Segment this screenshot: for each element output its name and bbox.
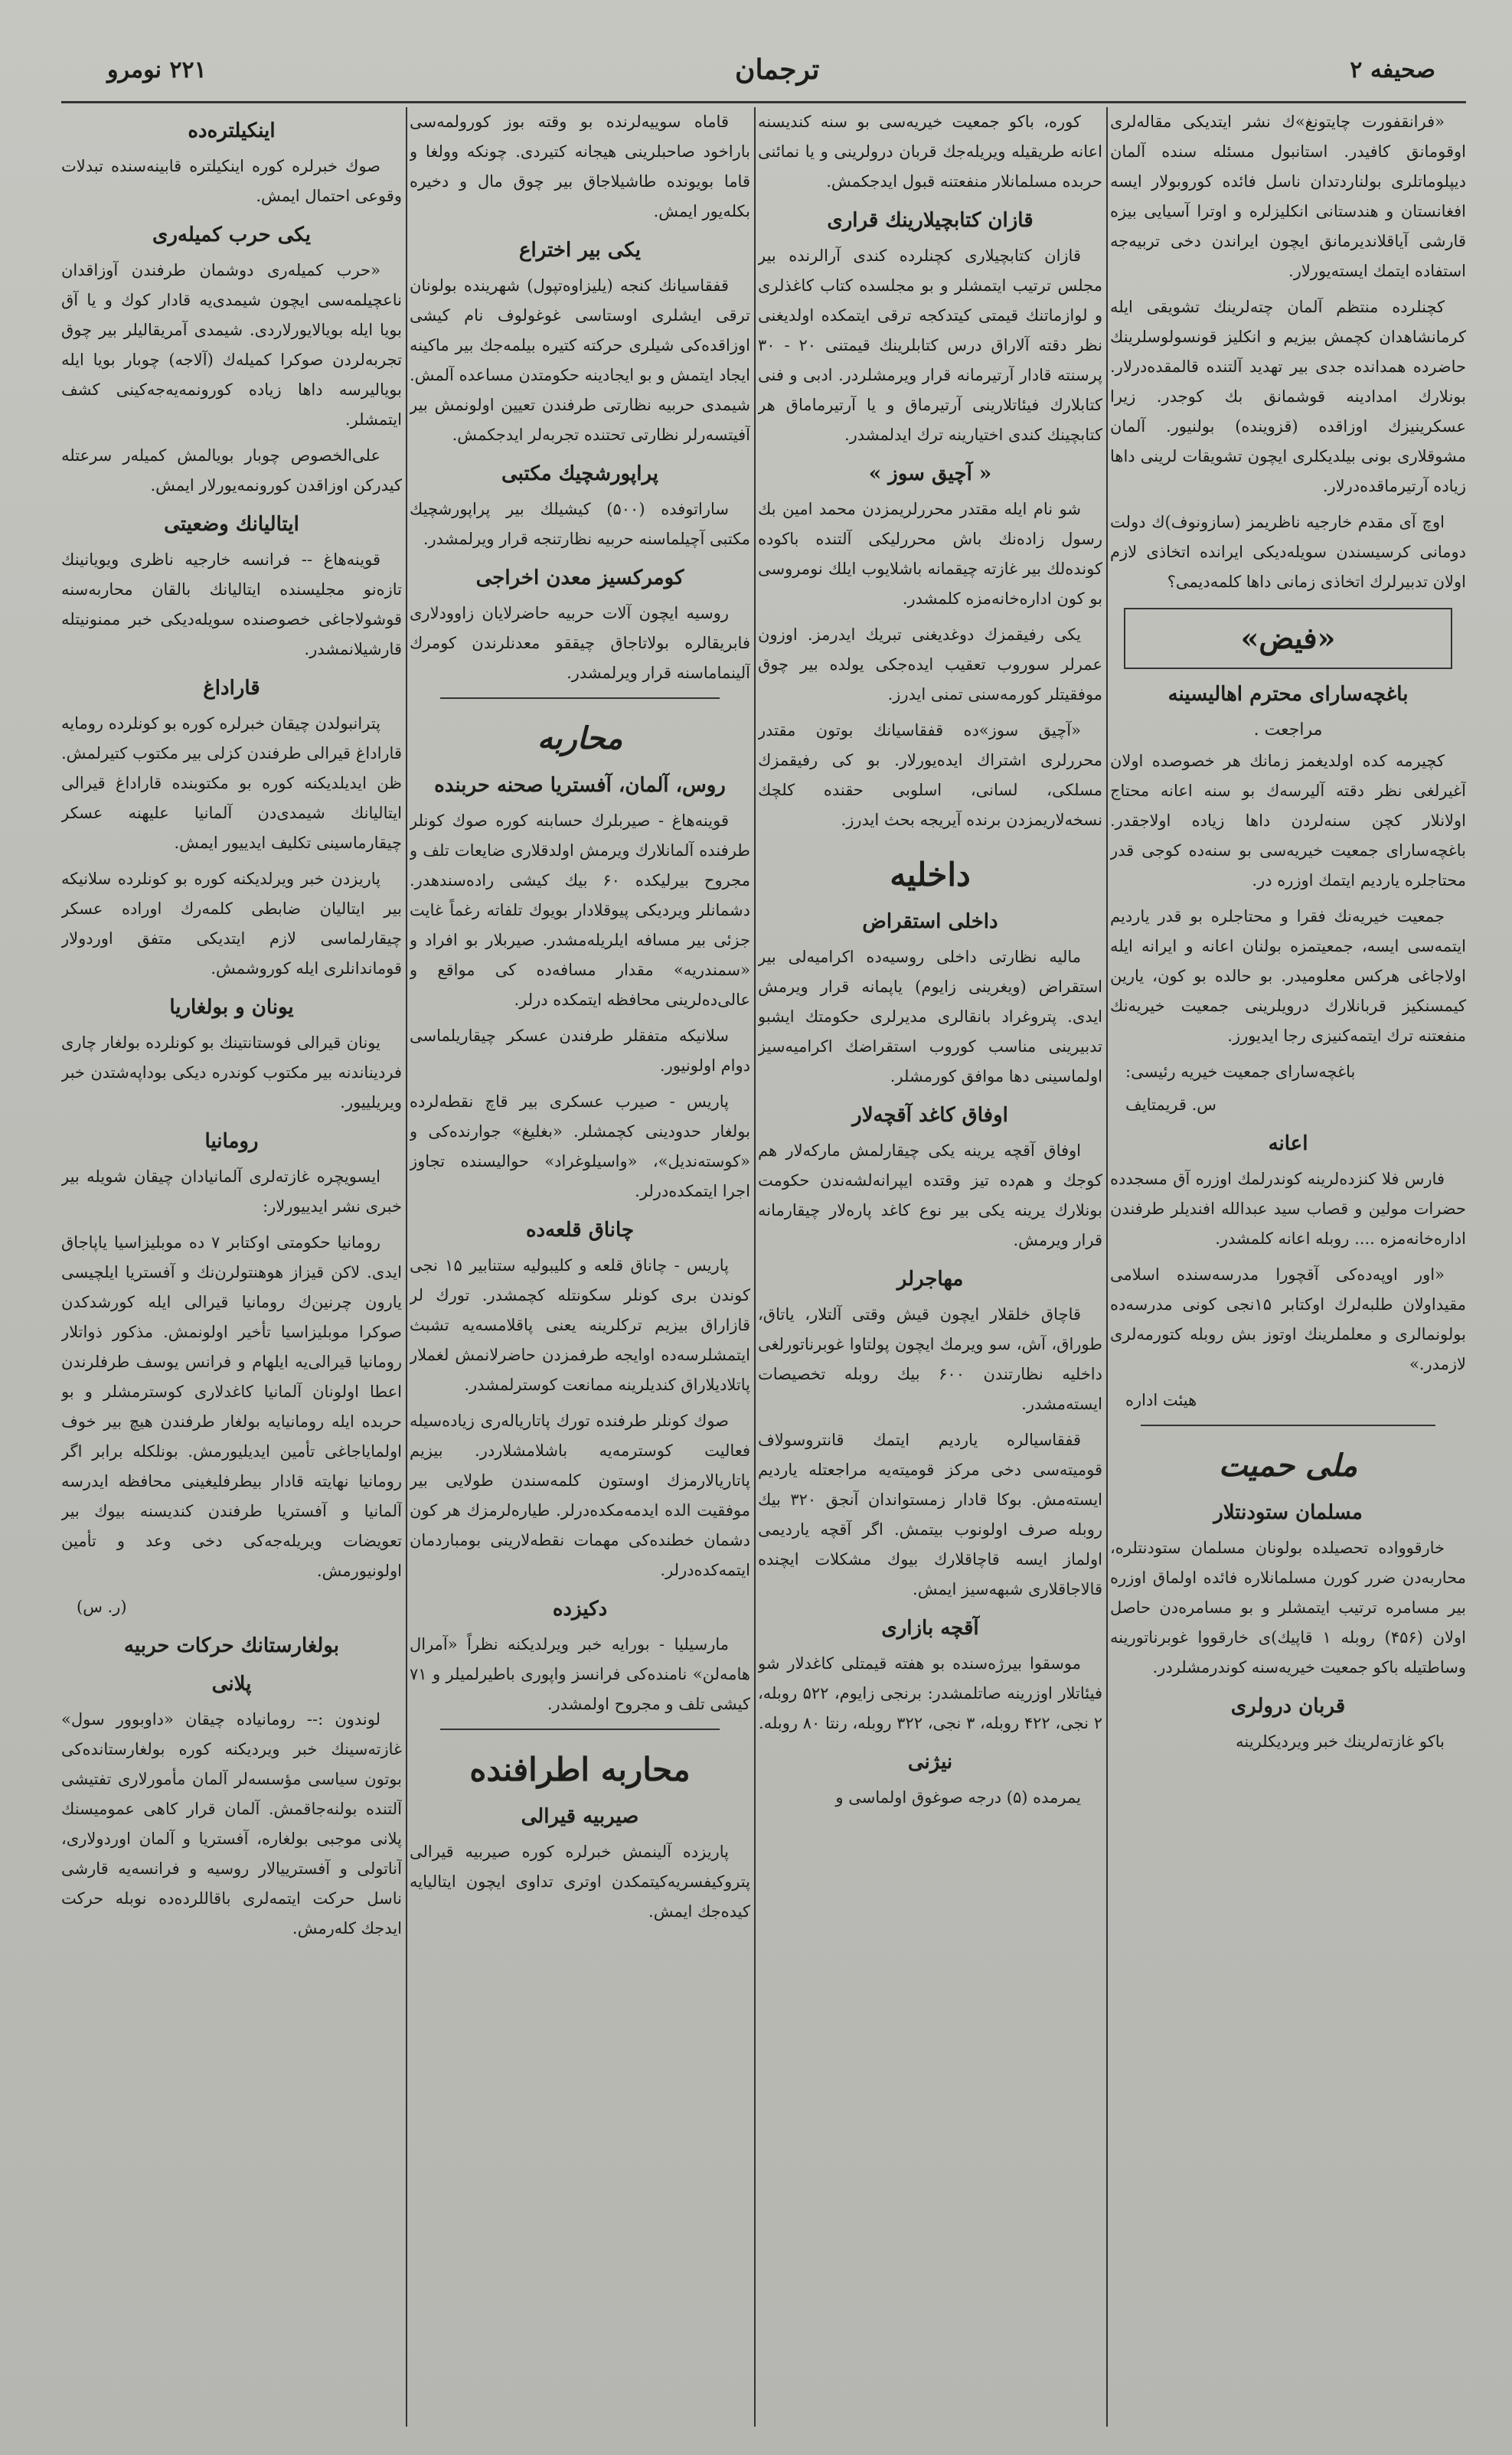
column-1 — [1110, 107, 1466, 2427]
column-4 — [61, 107, 402, 2427]
article-paragraph: یمرمده (۵) درجه صوغوق اولماسی و — [835, 1788, 1081, 1807]
article-paragraph: قازان كتابچیلاری كچنلرده كندی آرالرنده بیر مجلس ترتیب ایتمشلر و بو مجلسده كتاب كاغذلری و لوازماتنك قیمتی كیتدكجه ترقی ایتمكده اولدیغنی نظر دقته آلاراق درس كتابلرینك قیمتنی ۲۰ - ۳۰ پرسنته قادار آرتیرمانه قرار ویرمشلردر. ادبی و فنی كتابلارك فیئاتلارینی آرتیرماق و یا آرتیرماماق هر كتابچینك كندی اختیارینه ترك ایدلمشدر. — [758, 246, 1102, 444]
article-paragraph: ساراتوفده (۵۰۰) كیشیلك بیر پراپورشچیك مكتبی آچیلماسنه حربیه نظارتنجه قرار ویرلمشدر. — [410, 500, 750, 548]
article-paragraph: صوك كونلر طرفنده تورك پاتارياله‌ری زیاده‌سیله فعالیت كوسترمه‌یه باشلامشلاردر. بیزیم پاتاریالارمزك اوستون كلمه‌سندن طولایی بیر موفقیت الده ایدمه‌مكده‌درلر. طیاره‌لرمزك هر كون دشمان خطنده‌كی مهمات نقطه‌لارینی بومباردمان ایتمه‌كده‌درلر. — [410, 1412, 750, 1579]
section-heading: قربان درولری — [1230, 1695, 1346, 1718]
article-paragraph: یونان قیرالی فوستانتینك بو كونلرده بولغار چاری فردیناند‌نه بیر مكتوب كوندره دیكی بوداپه‌شتدن خبر ویریلییور. — [61, 1033, 402, 1112]
column-rule — [754, 107, 756, 2427]
article-paragraph: لوندون :-- رومانیاده چیقان «داوبوور سول» غازته‌سینك خبر ویردیكنه كوره بولغارستانده‌كی بوتون سیاسی مؤسسه‌لر آلمان مأمورلاری تفتیشی آلتنده بولنه‌جاقمش. آلمان قرار كاهی عمومیسنك پلانی موجبی بولغاره، آفستریا و آلمان اوردولاری، آناتولی و آفسترییالار روسیه و فرانسه‌یه قارشی ناسل حركت ایتمه‌لری باقاللرده‌ده نوبله حركت ایدجك كله‌رمش. — [61, 1710, 402, 1938]
article-paragraph: كچنلرده منتظم آلمان چته‌لرینك تشویقی ایله كرمانشاهدان كچمش بیزیم و انكلیز قونسولوسلرینك حاضرده همدانده جدی بیر تهدید آلتنده قالمقده‌درلار. بونلارك امدادینه قوشمانق بك كوجدر. زیرا عسكرینیزك اوزاقده (قزوینده) بولنیور. آلمان مشوقلاری بونی بیلدیكلری ایچون تشویقات لرینی داها زیاده آرتیرماقده‌درلار. — [1110, 298, 1466, 495]
section-heading: اعانه — [1268, 1132, 1308, 1155]
section-heading: یكی حرب كمیله‌ری — [152, 224, 311, 246]
section-heading: ایتالیانك وضعیتی — [164, 513, 299, 536]
section-heading: اینكیلتره‌ده — [188, 119, 276, 142]
article-paragraph: كوره، باكو جمعیت خیریه‌سی بو سنه كندیسنه اعانه طریقیله ویریله‌جك قربان درولرینی و یا نمائنی حربده مسلمانلار منفعتنه قبول ایدجكمش. — [758, 113, 1102, 191]
section-heading: روس، آلمان، آفستریا صحنه حربنده — [434, 774, 726, 797]
article-paragraph: ایسویچره غازته‌لری آلمانیادان چیقان شویله بیر خبری نشر ایدییورلار: — [61, 1167, 402, 1216]
article-paragraph: رومانیا حكومتی اوكتابر ۷ ده موبلیزاسیا یاپاجاق ایدی. لاكن قیزاز هوهنتولرن‌نك و آفستریا ایلچیسی یارون چرنین‌ك رومانیا قیرالی ایله كورشدكدن صوكرا موبلیزاسیا تأخیر اولونمش. مذكور ذواتلار رومانیا قیرالی‌یه ایلهام و فرانس یوسف طرفلرندن اعطا اولونان آلمانیا كاغدلاری كوسترمشلر و بو حربده ایله رومانیایه بولغار طرفندن هیچ بیر خوف اولمایاجاغی تأمین ایدیلیورمش. بونلكله برابر اگر رومانیا نهایته قادار بیطرفلیغینی محافظه ایدرسه آلمانیا و آفستریا طرفندن كندیسنه بیوك بیر تعویضات ویریله‌جه‌كی دخی وعد و تأمین اولونیورمش. — [61, 1233, 402, 1580]
article-paragraph: قاچاق خلقلار ایچون قیش وقتی آلتلار، یاتاق، طوراق، آش، سو ویرمك ایچون پولتاوا غوبرناتورلغی داخلیه نظارتندن ۶۰۰ بیك روبله تخصیصات ایسته‌مشدر. — [758, 1305, 1102, 1413]
section-heading-decorative: ملی حمیت — [1218, 1448, 1358, 1484]
article-paragraph: سلانیكه متفقلر طرفندن عسكر چیقاریلماسی دوام اولونیور. — [410, 1027, 750, 1075]
article-paragraph: خارقوواده تحصیلده بولونان مسلمان ستودنتلره، محاربه‌دن ضرر كورن مسلمانلاره فائده اولماق اوزره بیر مسامره ترتیب ایتمشلر و بو مسامره‌دن حاصل اولان (۴۵۶) روبله ۱ قاپیك)ی خارقووا غوبرناتورینه وساطتیله باكو جمعیت خیریه‌سنه كوندرمشلردر. — [1110, 1539, 1466, 1676]
notice-box-title: «فیض» — [1124, 608, 1452, 669]
article-paragraph: قفقاسیانك كنجه (یلیزاوه‌تپول) شهرینده بولونان ترقی ایشلری اوستاسی غوغولوف نام كیشی اوزاقده‌كی شیلری حركته كتیره بیلمه‌جك بیر ماكینه ایجاد ایتمش و بو ایجادینه حكومتدن مساعده آلمش. شیمدی حربیه نظارتی طرفندن تعیین اولونمش بیر آفیتسه‌رلر نظارتی تحتنده تجربه‌لر ایدجكمش. — [410, 276, 750, 444]
article-paragraph: قفقاسیالره یاردیم ایتمك قانتروسولاف قومیته‌سی دخی مركز قومیته‌یه مراجعتله یاردیم ایسته‌مش. بوكا قادار زمستواندان آنجق ۳۲۰ بیك روبله صرف اولونوب بیتمش. اگر آقچه یاردیمی اولماز ایسه قاچاقلارك بیوك مشكلات ایچنده قالاجاقلاری شبهه‌سیز ایمش. — [758, 1431, 1102, 1598]
article-paragraph: شو نام ایله مقتدر محرر‌لریمزدن محمد امین بك رسول زاده‌نك باش محررلیكی آلتنده باكوده كونده‌لك بیر غازته چیقمانه باشلایوب ایلك نومروسی بو كون اداره‌خانه‌مزه كلمشدر. — [758, 500, 1102, 608]
section-heading: نیژنی — [907, 1751, 953, 1774]
section-heading: قازان كتابچیلارینك قراری — [827, 209, 1034, 232]
signature-line: (ر. س) — [77, 1598, 127, 1616]
section-heading: « آچیق سوز » — [868, 462, 992, 485]
section-heading: یونان و بولغاریا — [169, 996, 294, 1019]
column-rule — [406, 107, 407, 2427]
article-paragraph: یكی رفیقمزك دوغدیغنی تبریك ایدرمز. اوزون عمرلر سوروب تعقیب ایده‌جكی یولده بیر چوق موفقیتلر كورمه‌سنی تمنی ایدرز. — [758, 625, 1102, 704]
article-paragraph: فارس فلا كنزده‌لرینه كوندرلمك اوزره آق مسجدده حضرات مولین و قصاب سید عبدالله افندیلر طرفندن اداره‌خانه‌مزه .... روبله اعانه كلمشدر. — [1110, 1170, 1466, 1248]
article-paragraph: «آچیق سوز»ده قفقاسیانك بوتون مقتدر محررلری اشتراك ایده‌یورلار. بو كی رفیقمزك مسلكی، لسانی، اسلوبی حقنده كلچك نسخه‌لاریمزدن برنده آیریجه بحث ایدرز. — [758, 721, 1102, 829]
article-paragraph: پاریزدن خبر ویرلدیكنه كوره بو كونلرده سلانیكه بیر ایتالیان ضابطی كلمه‌رك اوراده عسكر چیقارلماسی لازم ایتدیكی متفق اوردولار قوماندانلری ایله كوروشمش. — [61, 870, 402, 978]
divider — [440, 697, 720, 699]
section-heading: بولغارستانك حركات حربیه — [123, 1634, 340, 1657]
article-paragraph: مارسیلیا - بورایه خبر ویرلدیكنه نظراً «آمرال هامه‌لن» نامنده‌كی فرانسز واپوری باطیرلمیلر و ۷۱ كیشی تلف و مجروح اولمشدر. — [410, 1635, 750, 1713]
article-paragraph: اوچ آی مقدم خارجیه ناظریمز (سازونوف)ك دولت دومانی كرسیسندن سویله‌دیكی ایرانده اتخاذی لازم اولان تدبیرلرك اتخاذی زمانی داها كلمه‌دیمی؟ — [1110, 513, 1466, 591]
notice-heading: باغچه‌سارای محترم اهالیسینه — [1167, 683, 1409, 706]
section-heading: مهاجرلر — [896, 1268, 964, 1291]
section-heading: اوفاق كاغد آقچه‌لار — [852, 1104, 1008, 1127]
section-heading: داخلی استقراض — [862, 910, 998, 933]
article-paragraph: جمعیت خیریه‌نك فقرا و محتاجلره بو قدر یاردیم ایتمه‌سی ایسه، جمعیتمزه بولنان اعانه و ایرانه ایله اولاجاغی هركس معلومیدر. بو حالده بو كون، یارین كیمسنكیز قربانلارك درویلرینی جمعیت خیریه‌نك منفعتنه ترك ایتمه‌كنیزی رجا ایدیورز. — [1110, 907, 1466, 1045]
section-heading: آقچه بازاری — [881, 1617, 979, 1640]
section-subheading: مسلمان ستودنتلار — [1213, 1501, 1363, 1524]
signature-name: س. قریمتایف — [1125, 1095, 1216, 1114]
article-paragraph: اوفاق آقچه یرینه یكی چیقارلمش ماركه‌لار هم كوجك و هم‌ده تیز وقتده ایپرانه‌لشه‌ندن حكومت بونلارك یرینه یكی بیر نوع كاغد پاره‌لار چیقارمانه قرار ویرمش. — [758, 1141, 1102, 1249]
section-heading: چاناق قلعه‌ده — [525, 1219, 635, 1242]
article-paragraph: صوك خبرلره كوره اینكیلتره قابینه‌سنده تبدلات وقوعی احتمال ایمش. — [61, 157, 402, 205]
section-heading: كومركسیز معدن اخراجی — [475, 566, 684, 589]
article-paragraph: قوینه‌هاغ -- فرانسه خارجیه ناظری ویویانینك تازه‌نو مجلیسنده ایتالیانك بالقان محاربه‌سنه قوشولاجاغی خصوصنده سویله‌دیكی خبر ممنونیتله قارشیلانمشدر. — [61, 550, 402, 658]
signature-line: باغچه‌سارای جمعیت خیریه رئیسی: — [1125, 1063, 1356, 1081]
article-paragraph: «حرب كمیله‌ری دوشمان طرفندن آوزاقدان ناعچیلمه‌سی ایچون شیمدی‌یه قادار كوك و یا آق بویا ایله بویالایورلاردی. شیمدی آمریقالیلر بیر چوق تجربه‌لردن صوكرا كمیله‌ك (آلاجه) چوبار بویا ایله بویالیرسه داها زیاده كورونمه‌یه‌جه‌كینی كشف ایتمشلر. — [61, 261, 402, 429]
column-2 — [758, 107, 1102, 2427]
masthead — [61, 47, 1466, 103]
article-paragraph: پاریزده آلینمش خبرلره كوره صیربیه قیرالی پتروكیفسریه‌كیتمكدن اوتری تداوی ایچون ایتالیایه كیده‌جك ایمش. — [410, 1843, 750, 1921]
section-subheading: پلانی — [211, 1673, 252, 1696]
article-paragraph: پاریس - چاناق قلعه و كلیبولیه ستنابیر ۱۵ نجی كوندن بری كونلر سكونتله كچمشدر. تورك لر قازاراق بیزیم تركلرینه یعنی پاقلامسه‌یه تشبث ایتمشلرسه‌ده اوایجه طرفمزدن حاضرلانمش لغملار پاتلادیلاراق كندیلرینه ممانعت كوسترلمشدر. — [410, 1256, 750, 1394]
article-paragraph: روسیه ایچون آلات حربیه حاضرلایان زاوودلاری فابریقالره بولاتاجاق چیققو معدنلرندن كومرك آلینماماسنه قرار ویرلمشدر. — [410, 604, 750, 682]
column-rule — [1106, 107, 1108, 2427]
column-3 — [410, 107, 750, 2427]
page-number: صحیفه ۲ — [1350, 57, 1435, 83]
section-heading-large: محاربه اطرافنده — [469, 1751, 691, 1788]
article-paragraph: كچیرمه كده اولدیغمز زمانك هر خصوصده اولان آغیرلغی نظر دقته آلیرسه‌ك بو سنه اعانه محتاج اولانلار كچن سنه‌لردن داها زیاده اولاجقدر. باغچه‌سارای جمعیت خیریه‌سی بو سنه‌ده كوجی قدر محتاجلره یاردیم ایتمك اوزره در. — [1110, 752, 1466, 890]
section-heading: قاراداغ — [203, 677, 260, 700]
article-paragraph: علی‌الخصوص چوبار بویالمش كمیله‌ر سرعتله كیدركن اوزاقدن كورونمه‌یورلار ایمش. — [61, 446, 402, 495]
article-paragraph: قاماه سوییه‌لرنده بو وقته بوز كورولمه‌سی بارا‌خود صاحبلرینی هیجانه كتیردی. چونكه وولغا و قاما بویونده طاشیلاجاق بیر چوق مال و دخیره بكله‌یور ایمش. — [410, 113, 750, 220]
signature-line: هیئت اداره — [1125, 1391, 1197, 1409]
article-paragraph: قوینه‌هاغ - صیربلرك حسابنه كوره صوك كونلر طرفنده آلمانلارك ویرمش اولدقلاری ضایعات تلف و مجروح بیرلیكده ۶۰ بیك كیشی راده‌سندهدر. دشمانلر ویردیكی پیوقلادار بویوك تلفاته رغماً غایت جزئی بیر مسافه ایلریله‌مشدر. صیربلار بو افراد و «سمندریه» مقدار مسافه‌ده كی مواقع و عالی‌ده‌لرینی محافظه ایتمكده درلر. — [410, 811, 750, 1009]
section-heading: دكیزده — [552, 1598, 608, 1621]
section-heading: رومانیا — [204, 1130, 259, 1153]
article-paragraph: «فرانقفورت چایتونغ»ك نشر ایتدیكی مقاله‌لری اوقومانق كافیدر. استانبول مسئله سنده آلمان دیپلوماتلری بولناردتدان ناسل فائده كوروبولار ایسه افغانستان و هندستانی انكلیزلره و اوترا آسیایی بیزه قارشی آیاقلاندیرمانق ایچون ایراندن دخی تربیه‌جه استفاده ایتمك ایسته‌یورلار. — [1110, 113, 1466, 280]
section-heading: پراپورشچیك مكتبی — [501, 462, 659, 485]
article-paragraph: مالیه نظارتی داخلی روسیه‌ده اكرامیه‌لی بیر استقراض (ویغرینی زایوم) یاپمانه قرار ویرمش ایدی. پتروغراد بانقالری مدیرلری حكومتك ایشبو تدبیرینی مناسب كوروب استقراضك اكرامیه‌سیز اولماسینی دها موافق كورمشلر. — [758, 948, 1102, 1085]
article-paragraph: «اور اوپه‌ده‌کی آقچورا مدرسه‌سنده اسلامی مقیداولان طلبه‌لرك اوكتابر ۱۵نجی كونی مدرسه‌ده بولونمالری و معلملرینك اوتوز بش روبله كتورمه‌لری لازمدر.» — [1110, 1265, 1466, 1373]
section-heading-large: داخلیه — [890, 856, 971, 893]
article-paragraph: باكو غازته‌لرینك خبر ویردیكلرینه — [1236, 1732, 1445, 1751]
newspaper-title: ترجمان — [735, 54, 820, 86]
section-subheading: صیربیه قیرالی — [521, 1805, 639, 1828]
issue-number: ۲۲۱ نومرو — [107, 57, 207, 83]
section-heading-decorative: محاربه — [537, 720, 623, 756]
article-paragraph: موسقوا بیرژه‌سنده بو هفته قیمتلی كاغدلار شو فیئاتلار اوزرینه صاتلمشدر: برنجی زایوم، ۵۲۲ روبله، ۲ نجی، ۴۲۲ روبله، ۳ نجی، ۳۲۲ روبله، رنتا ۸۰ روبله. — [758, 1654, 1102, 1732]
divider — [440, 1729, 720, 1730]
article-paragraph: پاریس - صیرب عسكری بیر قاچ نقطه‌لرده بولغار حدودینی كچمشلر. «بغلیغ» جوارنده‌كی و «كوسته‌ندیل»، «واسیلوغراد» حوالیسنده تجاوز اجرا ایتمكده‌درلر. — [410, 1092, 750, 1200]
section-heading: یكی بیر اختراع — [518, 239, 642, 262]
article-paragraph: پترانبولدن چیقان خبرلره كوره بو كونلرده رومایه قاراداغ قیرالی طرفندن كزلی بیر مكتوب كتیرلمش. ظن ایدیلدیكنه كوره بو مكتوبنده قاراداغ قیرالی ایتالیانك شیمدی‌دن آلمانیا علیهنه عسكر چیقارماسینی تكلیف ایدییور ایمش. — [61, 714, 402, 852]
divider — [1141, 1425, 1435, 1426]
notice-subheading: مراجعت . — [1253, 720, 1323, 739]
